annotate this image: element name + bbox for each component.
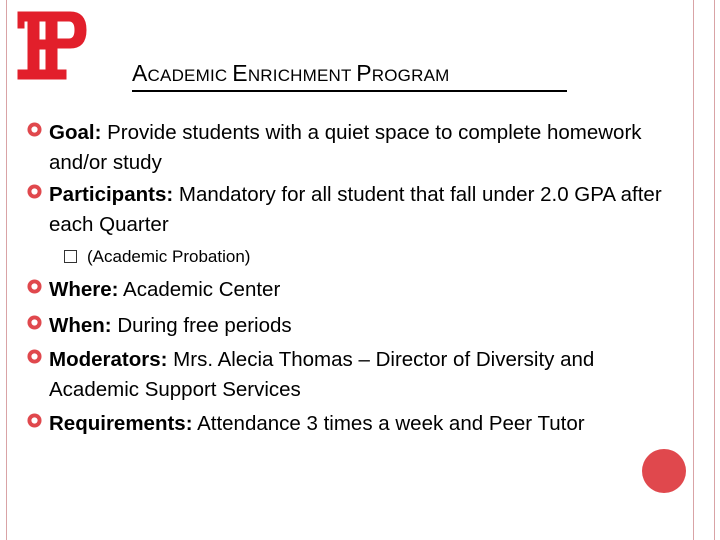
gear-bullet-icon (27, 315, 42, 330)
bullet-when (0, 311, 700, 341)
bullet-moderators-body: Mrs. Alecia Thomas – Director of Diversity and Academic Support Services (49, 348, 595, 401)
bullet-when-text (49, 311, 689, 341)
gear-bullet-icon (27, 413, 42, 428)
title-part-program: ROGRAM (371, 66, 450, 85)
bullet-requirements-text (49, 409, 689, 439)
right-border-line (693, 0, 694, 540)
title-part-academic: CADEMIC (147, 66, 233, 85)
bullet-where (0, 275, 700, 305)
title-cap-a: A (132, 60, 148, 86)
slide-title (132, 60, 449, 87)
title-cap-p: P (356, 60, 372, 86)
fp-logo-icon (16, 8, 88, 84)
bullet-requirements (0, 409, 700, 439)
bullet-where-label: Where: (49, 278, 119, 301)
title-cap-e: E (232, 60, 248, 86)
bullet-where-body: Academic Center (118, 278, 281, 301)
bullet-participants-text (49, 180, 689, 240)
gear-bullet-icon (27, 349, 42, 364)
bullet-requirements-label: Requirements: (49, 412, 193, 435)
right-outer-border-line (714, 0, 715, 540)
bullet-when-body: During free periods (111, 314, 292, 337)
title-part-enrichment: NRICHMENT (247, 66, 357, 85)
sub-bullet-text: (Academic Probation) (87, 247, 251, 266)
bullet-goal-text (49, 118, 689, 178)
checkbox-icon (64, 250, 77, 263)
decorative-circle (642, 449, 686, 493)
sub-bullet-probation (0, 247, 700, 269)
bullet-goal (0, 118, 700, 178)
bullet-moderators (0, 345, 700, 405)
bullet-moderators-text (49, 345, 649, 405)
bullet-participants-label: Participants: (49, 183, 174, 206)
title-underline (132, 90, 567, 92)
bullet-when-label: When: (49, 314, 112, 337)
bullet-goal-label: Goal: (49, 121, 102, 144)
bullet-participants (0, 180, 700, 240)
bullet-moderators-label: Moderators: (49, 348, 168, 371)
gear-bullet-icon (27, 122, 42, 137)
bullet-where-text (49, 275, 689, 305)
bullet-goal-body: Provide students with a quiet space to complete homework and/or study (49, 121, 642, 174)
bullet-participants-body: Mandatory for all student that fall under 2.0 GPA after each Quarter (49, 183, 662, 236)
gear-bullet-icon (27, 279, 42, 294)
gear-bullet-icon (27, 184, 42, 199)
bullet-requirements-body: Attendance 3 times a week and Peer Tutor (192, 412, 585, 435)
left-border-line (6, 0, 7, 540)
